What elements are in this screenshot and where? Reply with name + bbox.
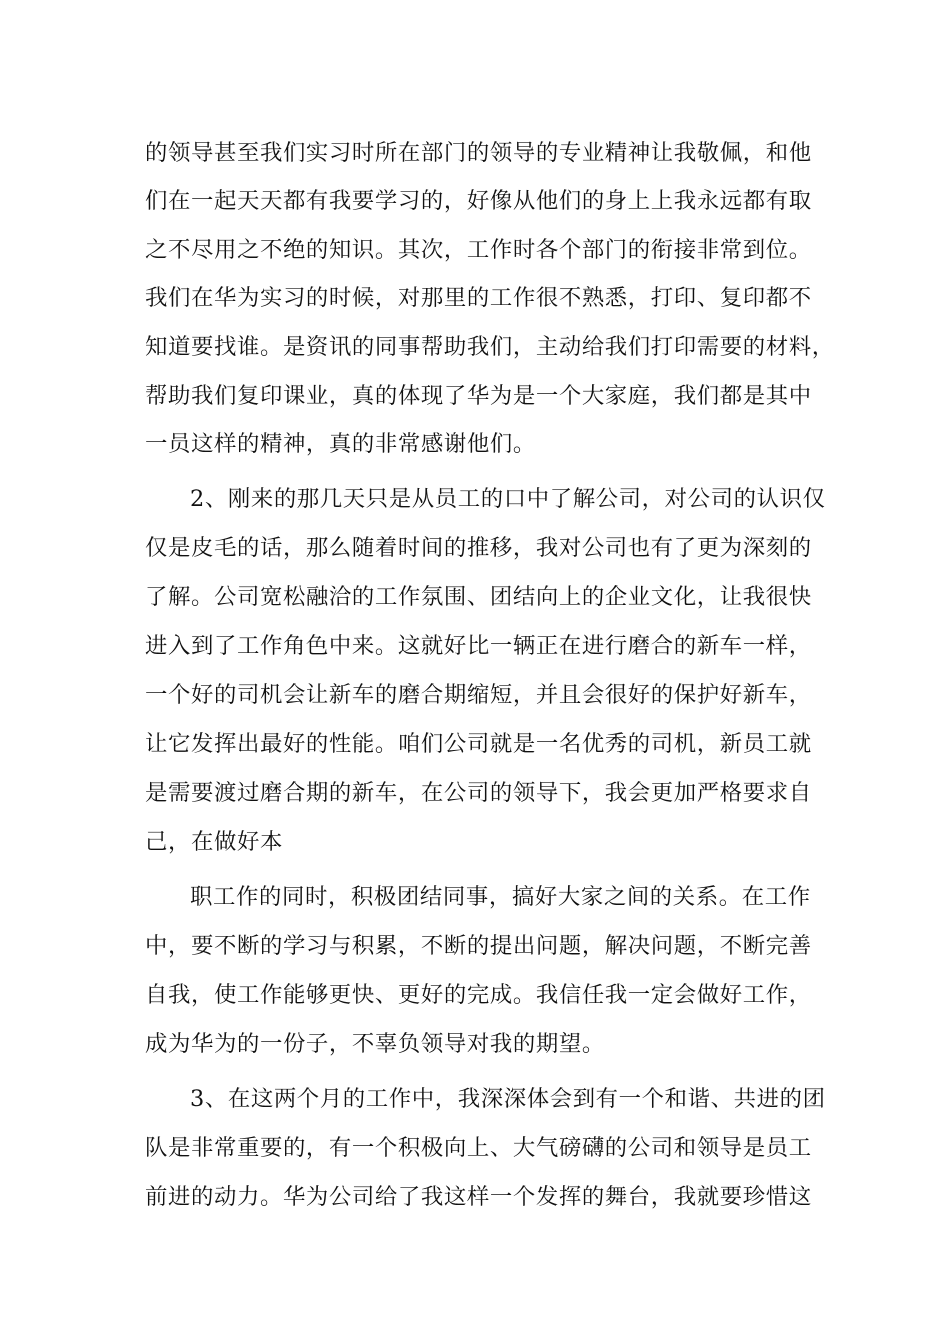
text-line: 们在一起天天都有我要学习的，好像从他们的身上上我永远都有取 — [145, 188, 812, 214]
text-line: 仅是皮毛的话，那么随着时间的推移，我对公司也有了更为深刻的 — [145, 535, 812, 561]
text-line: 一个好的司机会让新车的磨合期缩短，并且会很好的保护好新车， — [145, 682, 812, 708]
text-line: 我们在华为实习的时候，对那里的工作很不熟悉，打印、复印都不 — [145, 285, 812, 311]
text-line: 一员这样的精神，真的非常感谢他们。 — [145, 431, 536, 457]
text-line: 之不尽用之不绝的知识。其次，工作时各个部门的衔接非常到位。 — [145, 237, 812, 263]
text-line: 己，在做好本 — [145, 829, 283, 855]
text-line: 前进的动力。华为公司给了我这样一个发挥的舞台，我就要珍惜这 — [145, 1184, 812, 1210]
text-line: 队是非常重要的，有一个积极向上、大气磅礴的公司和领导是员工 — [145, 1135, 812, 1161]
text-line: 进入到了工作角色中来。这就好比一辆正在进行磨合的新车一样， — [145, 633, 812, 659]
text-line: 了解。公司宽松融洽的工作氛围、团结向上的企业文化，让我很快 — [145, 584, 812, 610]
paragraph-start-line: 职工作的同时，积极团结同事，搞好大家之间的关系。在工作 — [190, 884, 811, 910]
paragraph-start-line: 2、刚来的那几天只是从员工的口中了解公司，对公司的认识仅 — [190, 486, 826, 512]
text-line: 让它发挥出最好的性能。咱们公司就是一名优秀的司机，新员工就 — [145, 731, 812, 757]
text-line: 是需要渡过磨合期的新车，在公司的领导下，我会更加严格要求自 — [145, 780, 812, 806]
text-line: 中，要不断的学习与积累，不断的提出问题，解决问题，不断完善 — [145, 933, 812, 959]
paragraph-start-line: 3、在这两个月的工作中，我深深体会到有一个和谐、共进的团 — [190, 1086, 826, 1112]
text-line: 帮助我们复印课业，真的体现了华为是一个大家庭，我们都是其中 — [145, 383, 812, 409]
text-line: 成为华为的一份子，不辜负领导对我的期望。 — [145, 1031, 605, 1057]
text-line: 自我，使工作能够更快、更好的完成。我信任我一定会做好工作， — [145, 982, 812, 1008]
text-line: 知道要找谁。是资讯的同事帮助我们，主动给我们打印需要的材料， — [145, 334, 835, 360]
text-line: 的领导甚至我们实习时所在部门的领导的专业精神让我敬佩，和他 — [145, 140, 812, 166]
